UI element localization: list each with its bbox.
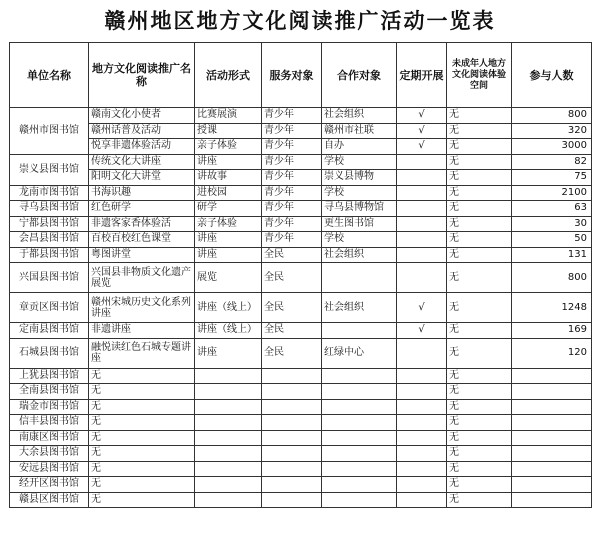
minor-space: 无 xyxy=(447,232,512,248)
audience: 全民 xyxy=(262,293,322,323)
activity-form: 讲座 xyxy=(195,247,262,263)
project-name: 百校百校红色课堂 xyxy=(89,232,195,248)
unit-name: 宁都县图书馆 xyxy=(10,216,89,232)
minor-space: 无 xyxy=(447,185,512,201)
regular-check: √ xyxy=(397,123,447,139)
header-regular: 定期开展 xyxy=(397,43,447,108)
activity-form: 授课 xyxy=(195,123,262,139)
header-audience: 服务对象 xyxy=(262,43,322,108)
activity-form: 研学 xyxy=(195,201,262,217)
header-row xyxy=(10,43,592,108)
unit-name: 赣县区图书馆 xyxy=(10,492,89,508)
regular-check xyxy=(397,201,447,217)
page-title: 赣州地区地方文化阅读推广活动一览表 xyxy=(104,8,496,33)
header-minor-space: 未成年人地方文化阅读体验空间 xyxy=(447,43,512,108)
activity-form: 进校园 xyxy=(195,185,262,201)
participants: 800 xyxy=(512,263,592,293)
table-row xyxy=(10,430,592,446)
project-name: 无 xyxy=(89,446,195,462)
project-name: 非遗客家香体验活 xyxy=(89,216,195,232)
unit-name: 瑞金市图书馆 xyxy=(10,399,89,415)
minor-space: 无 xyxy=(447,461,512,477)
table-row xyxy=(10,247,592,263)
audience: 全民 xyxy=(262,323,322,339)
unit-name: 会昌县图书馆 xyxy=(10,232,89,248)
regular-check xyxy=(397,170,447,186)
partner: 学校 xyxy=(322,185,397,201)
regular-check xyxy=(397,232,447,248)
minor-space: 无 xyxy=(447,139,512,155)
unit-name: 全南县图书馆 xyxy=(10,384,89,400)
partner xyxy=(322,263,397,293)
activity-form: 讲座（线上） xyxy=(195,323,262,339)
activity-form: 讲故事 xyxy=(195,170,262,186)
participants: 320 xyxy=(512,123,592,139)
participants: 1248 xyxy=(512,293,592,323)
header-form: 活动形式 xyxy=(195,43,262,108)
table-row xyxy=(10,185,592,201)
minor-space: 无 xyxy=(447,247,512,263)
unit-name: 大余县图书馆 xyxy=(10,446,89,462)
audience: 青少年 xyxy=(262,108,322,124)
project-name: 红色研学 xyxy=(89,201,195,217)
regular-check: √ xyxy=(397,323,447,339)
audience: 青少年 xyxy=(262,185,322,201)
minor-space: 无 xyxy=(447,338,512,368)
minor-space: 无 xyxy=(447,492,512,508)
table-row xyxy=(10,461,592,477)
unit-name: 寻乌县图书馆 xyxy=(10,201,89,217)
minor-space: 无 xyxy=(447,477,512,493)
audience: 全民 xyxy=(262,338,322,368)
participants: 82 xyxy=(512,154,592,170)
project-name: 无 xyxy=(89,477,195,493)
table-row xyxy=(10,399,592,415)
project-name: 无 xyxy=(89,368,195,384)
regular-check: √ xyxy=(397,108,447,124)
audience: 青少年 xyxy=(262,123,322,139)
project-name: 无 xyxy=(89,399,195,415)
header-unit: 单位名称 xyxy=(10,43,89,108)
project-name: 赣州话普及活动 xyxy=(89,123,195,139)
participants: 169 xyxy=(512,323,592,339)
participants: 120 xyxy=(512,338,592,368)
partner: 崇义县博物 xyxy=(322,170,397,186)
participants: 63 xyxy=(512,201,592,217)
regular-check xyxy=(397,247,447,263)
partner: 社会组织 xyxy=(322,293,397,323)
minor-space: 无 xyxy=(447,446,512,462)
project-name: 悦享非遗体验活动 xyxy=(89,139,195,155)
participants: 800 xyxy=(512,108,592,124)
regular-check xyxy=(397,216,447,232)
table-row xyxy=(10,263,592,293)
unit-name: 信丰县图书馆 xyxy=(10,415,89,431)
project-name: 无 xyxy=(89,430,195,446)
table-row xyxy=(10,446,592,462)
project-name: 无 xyxy=(89,461,195,477)
minor-space: 无 xyxy=(447,216,512,232)
table-row xyxy=(10,170,592,186)
partner: 学校 xyxy=(322,154,397,170)
activity-form: 亲子体验 xyxy=(195,216,262,232)
unit-name: 上犹县图书馆 xyxy=(10,368,89,384)
unit-name: 龙南市图书馆 xyxy=(10,185,89,201)
table-row xyxy=(10,338,592,368)
activity-table xyxy=(9,42,592,508)
minor-space: 无 xyxy=(447,415,512,431)
project-name: 兴国县非物质文化遗产展览 xyxy=(89,263,195,293)
table-row xyxy=(10,323,592,339)
minor-space: 无 xyxy=(447,170,512,186)
unit-name: 定南县图书馆 xyxy=(10,323,89,339)
project-name: 赣南文化小使者 xyxy=(89,108,195,124)
partner: 寻乌县博物馆 xyxy=(322,201,397,217)
header-partner: 合作对象 xyxy=(322,43,397,108)
project-name: 无 xyxy=(89,384,195,400)
table-row xyxy=(10,492,592,508)
activity-form: 讲座（线上） xyxy=(195,293,262,323)
activity-form: 讲座 xyxy=(195,154,262,170)
audience: 青少年 xyxy=(262,232,322,248)
participants: 75 xyxy=(512,170,592,186)
regular-check xyxy=(397,338,447,368)
table-row xyxy=(10,139,592,155)
project-name: 非遗讲座 xyxy=(89,323,195,339)
regular-check xyxy=(397,185,447,201)
partner: 社会组织 xyxy=(322,247,397,263)
partner: 更生图书馆 xyxy=(322,216,397,232)
minor-space: 无 xyxy=(447,263,512,293)
project-name: 赣州宋城历史文化系列讲座 xyxy=(89,293,195,323)
audience: 全民 xyxy=(262,247,322,263)
participants: 131 xyxy=(512,247,592,263)
audience: 全民 xyxy=(262,263,322,293)
project-name: 粤图讲堂 xyxy=(89,247,195,263)
unit-name: 赣州市图书馆 xyxy=(10,108,89,155)
participants: 50 xyxy=(512,232,592,248)
unit-name: 崇义县图书馆 xyxy=(10,154,89,185)
activity-form: 比赛展演 xyxy=(195,108,262,124)
table-row xyxy=(10,477,592,493)
table-row xyxy=(10,368,592,384)
regular-check: √ xyxy=(397,293,447,323)
table-row xyxy=(10,232,592,248)
regular-check xyxy=(397,263,447,293)
activity-form: 展览 xyxy=(195,263,262,293)
minor-space: 无 xyxy=(447,384,512,400)
project-name: 无 xyxy=(89,492,195,508)
unit-name: 安远县图书馆 xyxy=(10,461,89,477)
project-name: 融悦读红色石城专题讲座 xyxy=(89,338,195,368)
minor-space: 无 xyxy=(447,293,512,323)
activity-form: 讲座 xyxy=(195,338,262,368)
table-row xyxy=(10,384,592,400)
table-row xyxy=(10,216,592,232)
minor-space: 无 xyxy=(447,108,512,124)
table-row xyxy=(10,415,592,431)
table-row xyxy=(10,201,592,217)
table-row xyxy=(10,108,592,124)
minor-space: 无 xyxy=(447,323,512,339)
table-row xyxy=(10,293,592,323)
minor-space: 无 xyxy=(447,430,512,446)
unit-name: 经开区图书馆 xyxy=(10,477,89,493)
minor-space: 无 xyxy=(447,154,512,170)
project-name: 传统文化大讲座 xyxy=(89,154,195,170)
project-name: 无 xyxy=(89,415,195,431)
audience: 青少年 xyxy=(262,216,322,232)
partner: 红绿中心 xyxy=(322,338,397,368)
unit-name: 南康区图书馆 xyxy=(10,430,89,446)
project-name: 书海识趣 xyxy=(89,185,195,201)
activity-form: 亲子体验 xyxy=(195,139,262,155)
partner: 学校 xyxy=(322,232,397,248)
activity-form: 讲座 xyxy=(195,232,262,248)
audience: 青少年 xyxy=(262,139,322,155)
regular-check: √ xyxy=(397,139,447,155)
unit-name: 于都县图书馆 xyxy=(10,247,89,263)
partner: 赣州市社联 xyxy=(322,123,397,139)
partner: 社会组织 xyxy=(322,108,397,124)
unit-name: 兴国县图书馆 xyxy=(10,263,89,293)
header-project: 地方文化阅读推广名称 xyxy=(89,43,195,108)
minor-space: 无 xyxy=(447,399,512,415)
participants: 3000 xyxy=(512,139,592,155)
audience: 青少年 xyxy=(262,170,322,186)
unit-name: 石城县图书馆 xyxy=(10,338,89,368)
audience: 青少年 xyxy=(262,201,322,217)
participants: 30 xyxy=(512,216,592,232)
unit-name: 章贡区图书馆 xyxy=(10,293,89,323)
participants: 2100 xyxy=(512,185,592,201)
partner xyxy=(322,323,397,339)
header-participants: 参与人数 xyxy=(512,43,592,108)
regular-check xyxy=(397,154,447,170)
project-name: 阳明文化大讲堂 xyxy=(89,170,195,186)
minor-space: 无 xyxy=(447,201,512,217)
minor-space: 无 xyxy=(447,123,512,139)
table-row xyxy=(10,123,592,139)
audience: 青少年 xyxy=(262,154,322,170)
table-row xyxy=(10,154,592,170)
partner: 自办 xyxy=(322,139,397,155)
minor-space: 无 xyxy=(447,368,512,384)
